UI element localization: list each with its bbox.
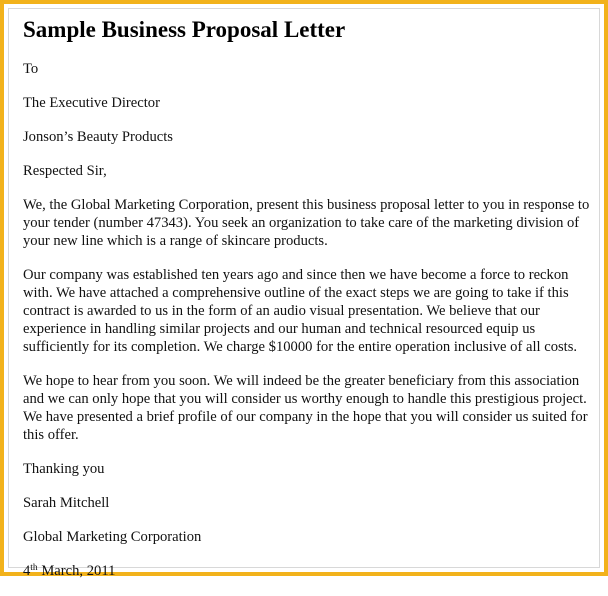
paragraph-line: and we can only hope that you will consider us worthy enough to handle this prestigious project. <box>23 391 587 407</box>
date-day: 4 <box>23 563 31 579</box>
paragraph-line: Our company was established ten years ago and since then we have become a force to reckon <box>23 267 569 283</box>
signer-name: Sarah Mitchell <box>23 495 110 511</box>
date-suffix: th <box>30 563 38 573</box>
paragraph-line: experience in handling similar projects and our human and technical resourced equip us <box>23 321 536 337</box>
salutation: Respected Sir, <box>23 163 107 179</box>
recipient-title: The Executive Director <box>23 95 160 111</box>
page-title: Sample Business Proposal Letter <box>23 17 346 42</box>
paragraph-line: We hope to hear from you soon. We will indeed be the greater beneficiary from this association <box>23 373 580 389</box>
paragraph-line: with. We have attached a comprehensive outline of the exact steps we are going to take if this <box>23 285 569 301</box>
paragraph-line: this offer. <box>23 427 79 443</box>
letter-body <box>23 14 598 596</box>
paragraph-line: sufficiently for its completion. We charge $10000 for the entire operation inclusive of all costs. <box>23 339 578 355</box>
date-rest: March, 2011 <box>37 563 116 579</box>
paragraph-intro <box>23 196 598 250</box>
address-to: To <box>23 61 39 77</box>
paragraph-line: contract is awarded to us in the form of an audio visual presentation. We believe that our <box>23 303 540 319</box>
recipient-company: Jonson’s Beauty Products <box>23 129 173 145</box>
paragraph-company <box>23 266 598 356</box>
paragraph-line: We, the Global Marketing Corporation, present this business proposal letter to you in response to <box>23 197 590 213</box>
paragraph-line: We have presented a brief profile of our company in the hope that you will consider us suited for <box>23 409 588 425</box>
letter-date <box>23 562 598 580</box>
paragraph-line: your tender (number 47343). You seek an organization to take care of the marketing division of <box>23 215 580 231</box>
paragraph-line: your new line which is a range of skincare products. <box>23 233 328 249</box>
signer-company: Global Marketing Corporation <box>23 529 202 545</box>
paragraph-closing <box>23 372 598 444</box>
closing: Thanking you <box>23 461 105 477</box>
